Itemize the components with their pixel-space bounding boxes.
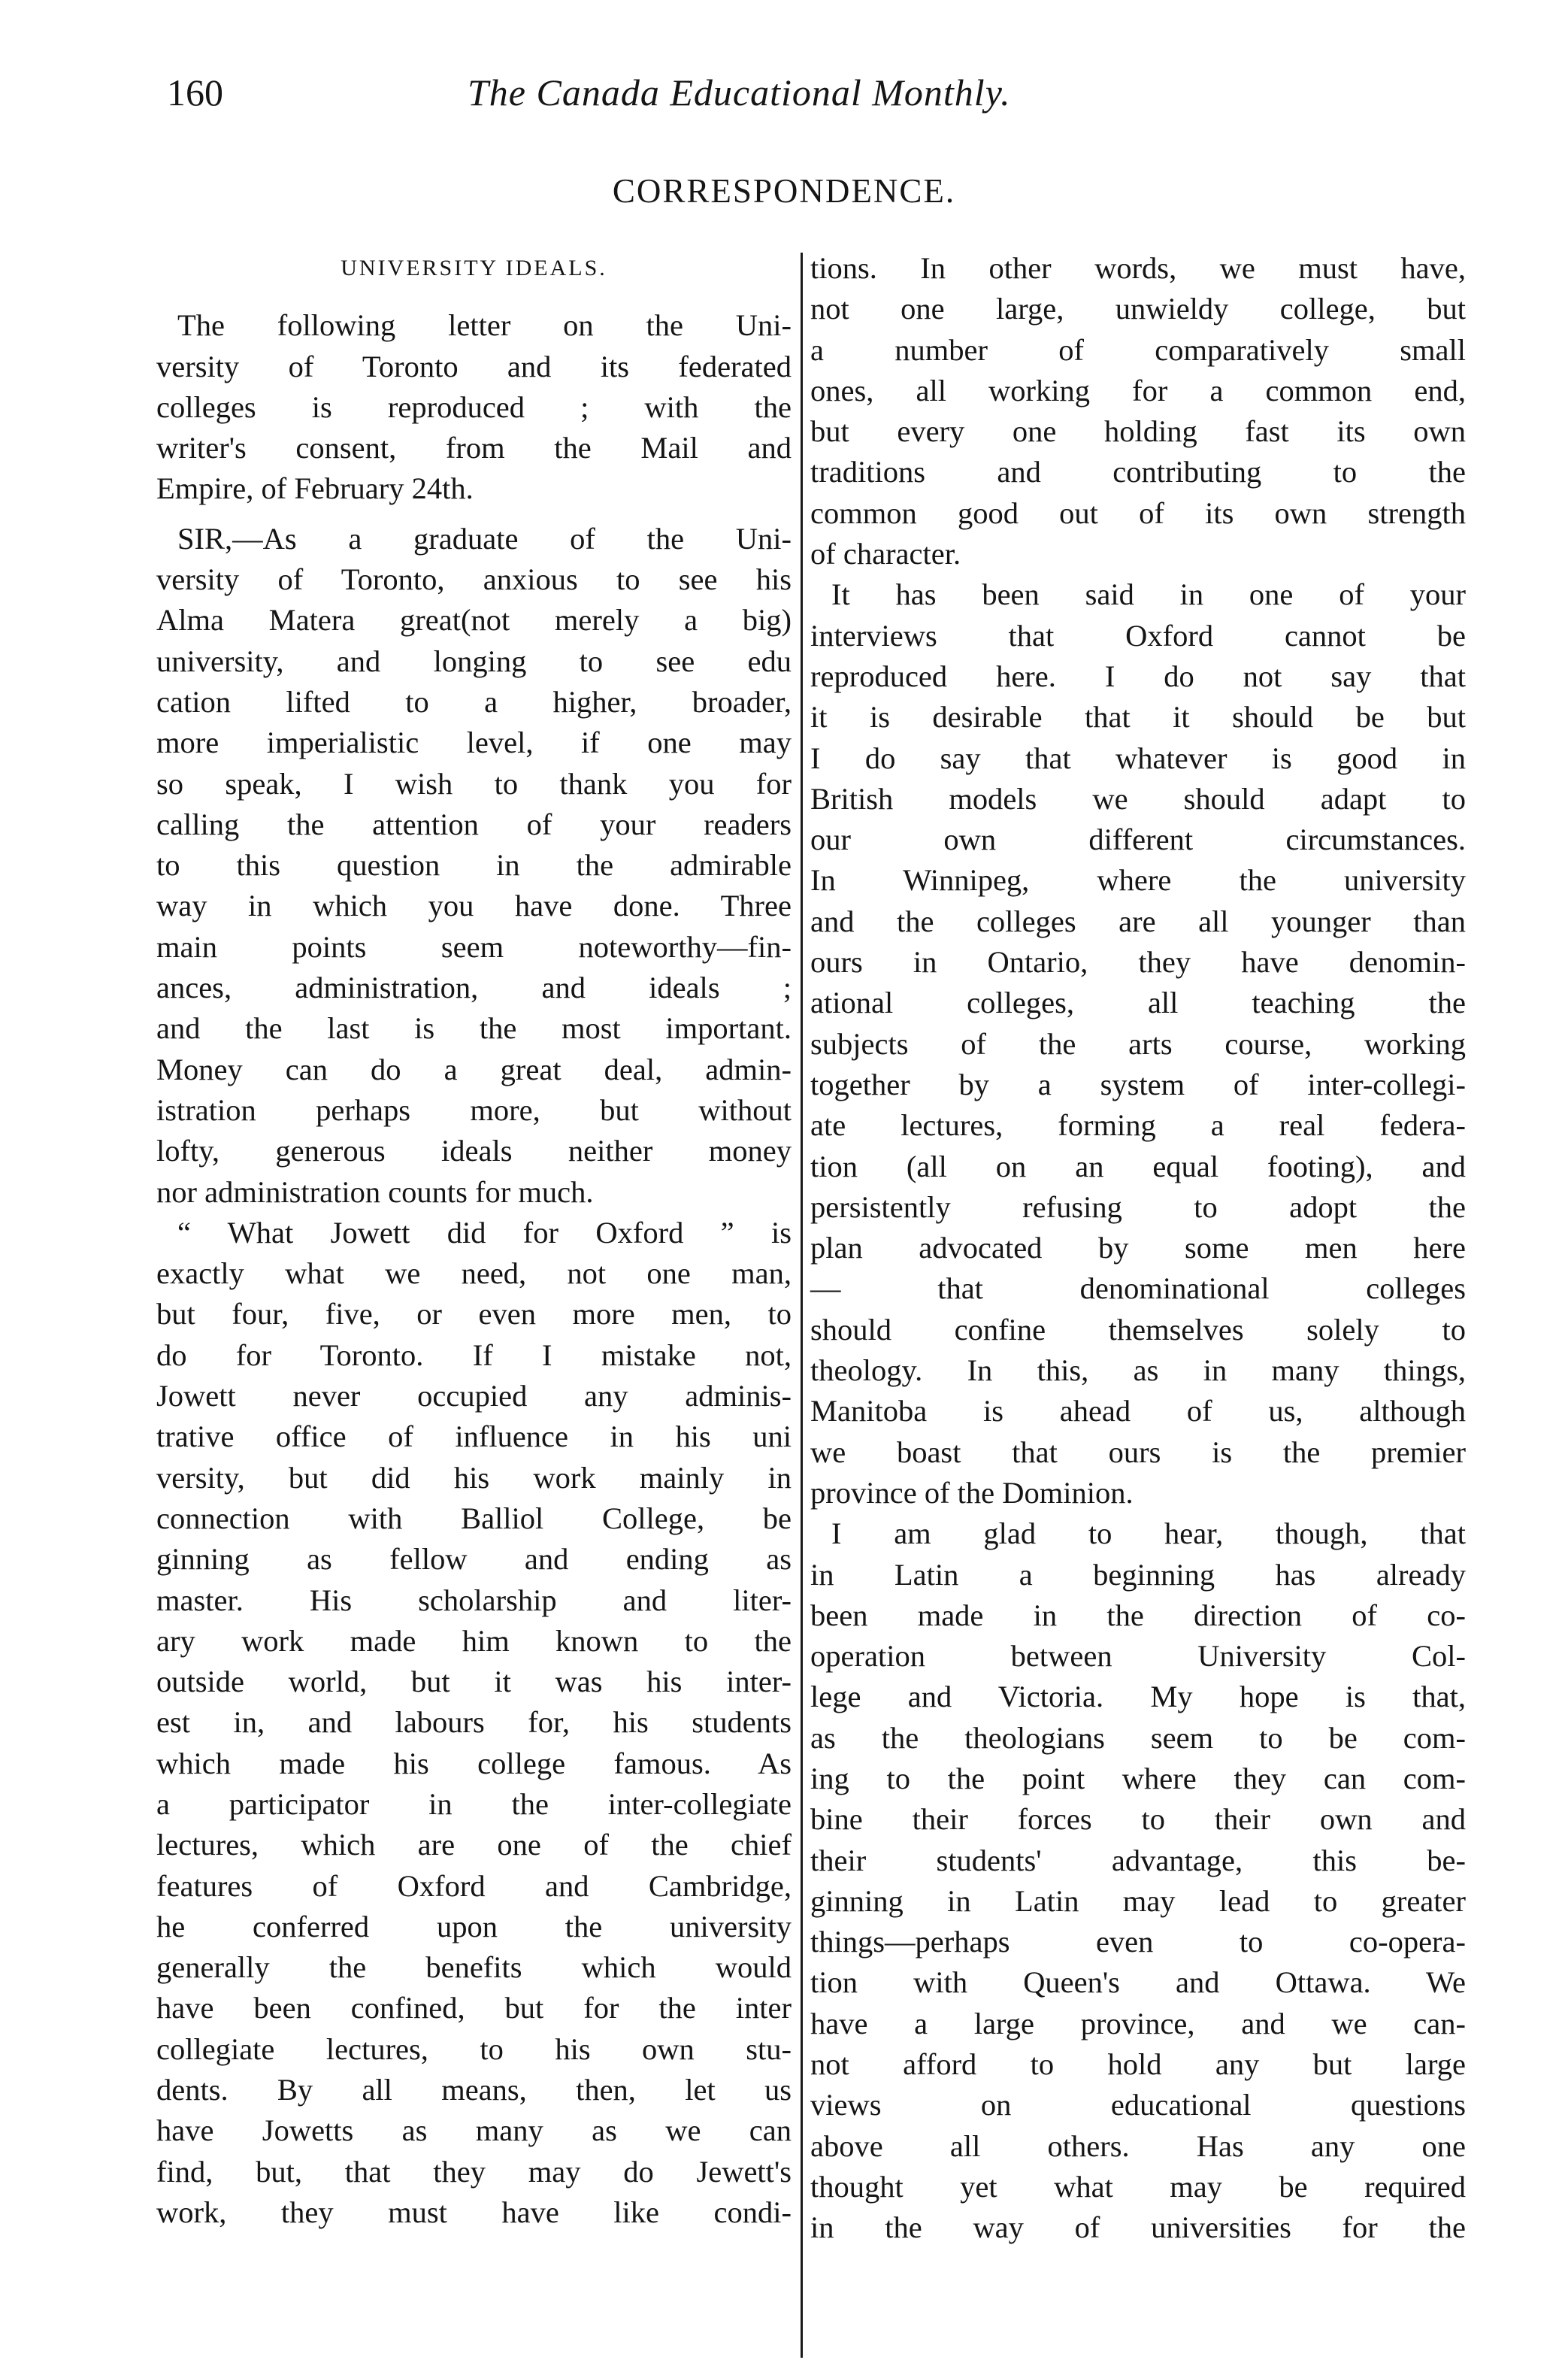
- text-line: Alma Matera great(not merely a big): [156, 603, 792, 638]
- text-line: lectures, which are one of the chief: [156, 1828, 792, 1862]
- text-line: Manitoba is ahead of us, although: [810, 1394, 1466, 1428]
- text-line: not afford to hold any but large: [810, 2047, 1466, 2082]
- text-line: of character.: [810, 537, 961, 571]
- text-line: features of Oxford and Cambridge,: [156, 1868, 792, 1903]
- text-line: more imperialistic level, if one may: [156, 726, 792, 760]
- text-line: we boast that ours is the premier: [810, 1434, 1466, 1469]
- text-line: things—perhaps even to co-opera-: [810, 1925, 1466, 1959]
- text-line: ginning as fellow and ending as: [156, 1542, 792, 1577]
- text-line: a participator in the inter-collegiate: [156, 1786, 792, 1821]
- text-line: but every one holding fast its own: [810, 414, 1466, 449]
- page-header: [167, 71, 1460, 134]
- text-line: est in, and labours for, his students: [156, 1705, 792, 1740]
- text-line: collegiate lectures, to his own stu-: [156, 2031, 792, 2066]
- text-line: together by a system of inter-collegi-: [810, 1067, 1466, 1101]
- text-line: have been confined, but for the inter: [156, 1991, 792, 2025]
- text-line: university, and longing to see edu: [156, 644, 792, 678]
- text-line: in Latin a beginning has already: [810, 1557, 1466, 1592]
- text-line: province of the Dominion.: [810, 1475, 1134, 1510]
- text-line: ing to the point where they can com-: [810, 1761, 1466, 1795]
- text-line: reproduced here. I do not say that: [810, 659, 1466, 693]
- text-line: and the last is the most important.: [156, 1011, 792, 1046]
- text-line: ones, all working for a common end,: [810, 373, 1466, 407]
- text-line: tion with Queen's and Ottawa. We: [810, 1965, 1466, 2000]
- text-line: exactly what we need, not one man,: [156, 1256, 792, 1291]
- text-line: subjects of the arts course, working: [810, 1026, 1466, 1061]
- section-title: CORRESPONDENCE.: [612, 172, 956, 210]
- text-line: ary work made him known to the: [156, 1623, 792, 1658]
- text-line: ational colleges, all teaching the: [810, 986, 1466, 1020]
- text-line: in the way of universities for the: [810, 2210, 1466, 2245]
- text-line: traditions and contributing to the: [810, 455, 1466, 489]
- text-line: In Winnipeg, where the university: [810, 863, 1466, 898]
- text-line: he conferred upon the university: [156, 1909, 792, 1943]
- text-line: above all others. Has any one: [810, 2128, 1466, 2163]
- text-line: find, but, that they may do Jewett's: [156, 2154, 792, 2189]
- text-line: as the theologians seem to be com-: [810, 1720, 1466, 1755]
- text-line: I do say that whatever is good in: [810, 741, 1466, 775]
- text-line: “ What Jowett did for Oxford ” is: [177, 1215, 792, 1250]
- text-line: Money can do a great deal, admin-: [156, 1052, 792, 1086]
- article-title: UNIVERSITY IDEALS.: [341, 256, 607, 280]
- text-line: theology. In this, as in many things,: [810, 1353, 1466, 1388]
- page-number: 160: [167, 71, 223, 114]
- text-line: which made his college famous. As: [156, 1746, 792, 1780]
- text-line: versity of Toronto, anxious to see his: [156, 562, 792, 597]
- text-line: have Jowetts as many as we can: [156, 2113, 792, 2148]
- text-line: so speak, I wish to thank you for: [156, 766, 792, 801]
- text-line: It has been said in one of your: [831, 577, 1466, 612]
- text-line: cation lifted to a higher, broader,: [156, 684, 792, 719]
- text-line: ances, administration, and ideals ;: [156, 971, 792, 1005]
- text-line: nor administration counts for much.: [156, 1174, 594, 1209]
- text-line: calling the attention of your readers: [156, 807, 792, 841]
- text-line: versity, but did his work mainly in: [156, 1460, 792, 1495]
- text-line: main points seem noteworthy—fin-: [156, 929, 792, 964]
- text-line: generally the benefits which would: [156, 1950, 792, 1985]
- text-line: thought yet what may be required: [810, 2169, 1466, 2204]
- text-line: Empire, of February 24th.: [156, 471, 474, 506]
- text-line: views on educational questions: [810, 2088, 1466, 2122]
- column-divider: [801, 253, 803, 2358]
- text-line: I am glad to hear, though, that: [831, 1516, 1466, 1551]
- text-line: persistently refusing to adopt the: [810, 1189, 1466, 1224]
- text-line: a number of comparatively small: [810, 332, 1466, 367]
- text-line: their students' advantage, this be-: [810, 1843, 1466, 1877]
- text-line: connection with Balliol College, be: [156, 1501, 792, 1535]
- text-line: master. His scholarship and liter-: [156, 1583, 792, 1617]
- text-line: lege and Victoria. My hope is that,: [810, 1680, 1466, 1714]
- text-line: ginning in Latin may lead to greater: [810, 1883, 1466, 1918]
- text-line: and the colleges are all younger than: [810, 904, 1466, 938]
- text-line: but four, five, or even more men, to: [156, 1297, 792, 1331]
- text-line: trative office of influence in his uni: [156, 1419, 792, 1454]
- text-line: way in which you have done. Three: [156, 889, 792, 923]
- text-line: do for Toronto. If I mistake not,: [156, 1338, 792, 1372]
- text-line: — that denominational colleges: [810, 1271, 1466, 1306]
- left-column: [156, 248, 792, 2233]
- text-line: work, they must have like condi-: [156, 2195, 792, 2229]
- text-line: our own different circumstances.: [810, 822, 1466, 857]
- text-line: colleges is reproduced ; with the: [156, 389, 792, 424]
- text-line: been made in the direction of co-: [810, 1598, 1466, 1632]
- text-line: operation between University Col-: [810, 1639, 1466, 1674]
- text-line: dents. By all means, then, let us: [156, 2073, 792, 2107]
- text-line: have a large province, and we can-: [810, 2006, 1466, 2040]
- text-line: istration perhaps more, but without: [156, 1092, 792, 1127]
- text-line: writer's consent, from the Mail and: [156, 431, 792, 465]
- text-line: interviews that Oxford cannot be: [810, 618, 1466, 653]
- text-line: tions. In other words, we must have,: [810, 251, 1466, 285]
- text-line: ate lectures, forming a real federa-: [810, 1108, 1466, 1143]
- text-line: not one large, unwieldy college, but: [810, 292, 1466, 326]
- text-line: should confine themselves solely to: [810, 1312, 1466, 1347]
- running-head: The Canada Educational Monthly.: [468, 71, 1011, 114]
- text-line: ours in Ontario, they have denomin-: [810, 945, 1466, 980]
- text-line: common good out of its own strength: [810, 495, 1466, 530]
- text-line: SIR,—As a graduate of the Uni-: [177, 521, 792, 556]
- text-line: plan advocated by some men here: [810, 1231, 1466, 1265]
- text-line: tion (all on an equal footing), and: [810, 1149, 1466, 1183]
- right-column: [810, 248, 1466, 2249]
- text-line: outside world, but it was his inter-: [156, 1665, 792, 1699]
- text-line: to this question in the admirable: [156, 848, 792, 883]
- text-line: The following letter on the Uni-: [177, 308, 792, 343]
- text-line: lofty, generous ideals neither money: [156, 1134, 792, 1168]
- text-line: bine their forces to their own and: [810, 1802, 1466, 1837]
- text-line: British models we should adapt to: [810, 781, 1466, 816]
- text-line: Jowett never occupied any adminis-: [156, 1379, 792, 1413]
- text-line: versity of Toronto and its federated: [156, 349, 792, 383]
- text-line: it is desirable that it should be but: [810, 700, 1466, 735]
